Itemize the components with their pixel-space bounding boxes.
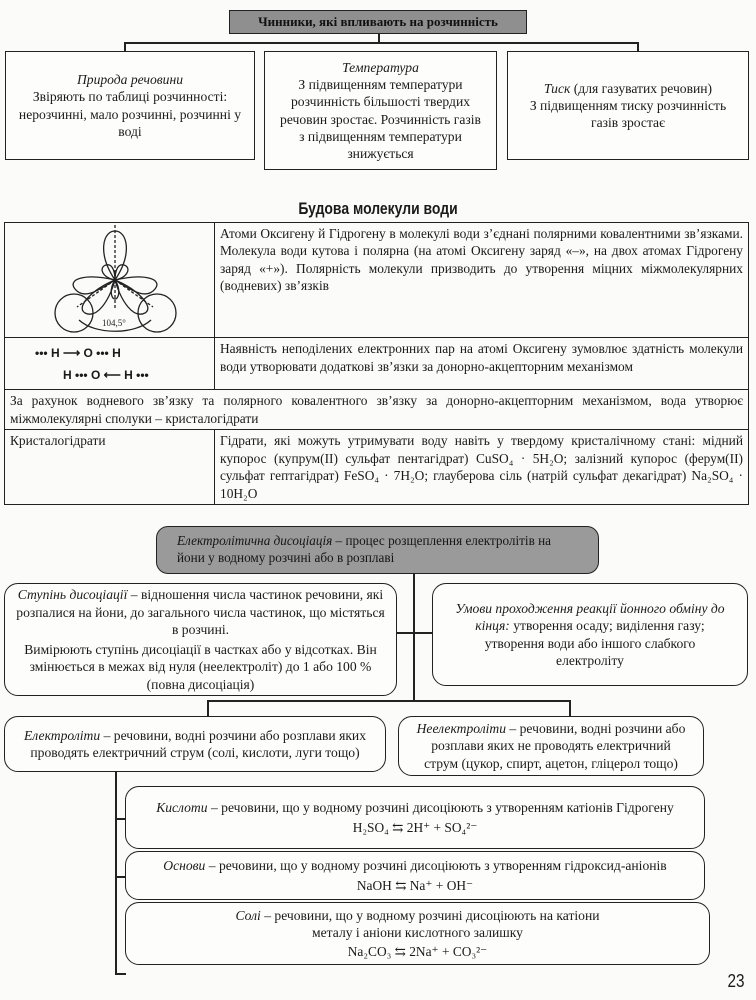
bases-text: – речовини, що у водному розчині дисоціюють з утворенням гідроксид-аніонів	[205, 858, 667, 874]
factor-text: З підвищенням тиску розчинність газів зростає	[529, 97, 727, 131]
page-number: 23	[727, 971, 745, 991]
water-structure-table	[4, 222, 749, 505]
hbond-diagram-cell	[5, 338, 215, 390]
factor-text: Звіряють по таблиці розчинності: нерозчинні, мало розчинні, розчинні у воді	[18, 89, 242, 139]
connector	[396, 632, 432, 634]
nonelectrolytes-box	[398, 716, 704, 776]
table-row	[5, 390, 749, 430]
connector	[378, 34, 380, 42]
factor-nature-box	[5, 51, 255, 160]
factor-heading: Температура	[342, 59, 419, 75]
connector	[207, 700, 570, 702]
connector	[207, 700, 209, 717]
connector	[413, 574, 415, 700]
bases-equation: NaOH ⇆ Na⁺ + OH⁻	[356, 877, 474, 893]
electrolytes-term: Електроліти	[23, 727, 101, 743]
salts-text: – речовини, що у водному розчині дисоціюють на катіони металу і аніони кислотного залишку	[260, 907, 600, 940]
degree-term: Ступінь дисоціації	[17, 587, 128, 603]
bases-term: Основи	[163, 858, 206, 874]
nonelectrolytes-text: – речовини, водні розчини або розплави яких не проводять електричний струм (цукор, спирт, ацетон, гліцерол тощо)	[424, 721, 686, 771]
solubility-title-text: Чинники, які впливають на розчинність	[258, 13, 498, 29]
factor-heading: Природа речовини	[76, 72, 184, 87]
table-row	[5, 223, 749, 338]
salts-box	[125, 902, 710, 965]
electrolytes-box	[4, 716, 386, 772]
dissociation-definition-box	[156, 526, 599, 574]
acids-box	[125, 786, 705, 849]
polarity-text-cell: Атоми Оксигену й Гідрогену в молекулі води з’єднані полярними ковалентними зв’язками. Молекула води кутова і полярна (на атомі Оксигену заряд «–», на двох атомах Гідрогену заряд «+»). Полярність молекули призводить до утворення міцних міжмолекулярних (водневих) зв’язків	[215, 223, 749, 338]
crystallohydrate-intro-cell: За рахунок водневого зв’язку та полярного ковалентного зв’язку за донорно-акцепторним механізмом, вода утворює міжмолекулярні сполуки – кристалогідрати	[5, 390, 749, 430]
solubility-title	[229, 10, 527, 34]
nonelectrolytes-term: Неелектроліти	[416, 721, 507, 737]
bases-box	[125, 851, 705, 900]
connector	[124, 42, 126, 51]
factor-temperature-box	[264, 51, 497, 170]
connector	[124, 42, 638, 44]
connector	[115, 772, 117, 974]
acids-equation: H₂SO₄ ⇆ 2H⁺ + SO₄²⁻	[352, 819, 478, 835]
svg-text:104,5°: 104,5°	[102, 318, 126, 328]
orbital-diagram-cell	[5, 223, 215, 338]
dissociation-degree-box	[4, 583, 397, 696]
salts-term: Солі	[235, 907, 261, 923]
salts-equation: Na₂CO₃ ⇆ 2Na⁺ + CO₃²⁻	[347, 944, 488, 960]
electrolytes-text: – речовини, водні розчини або розплави яких проводять електричний струм (солі, кислоти, луги тощо)	[30, 727, 366, 760]
hbond-row-2: H ••• O ⟵ H •••	[63, 368, 149, 383]
hbond-row-1: ••• H ⟶ O ••• H	[35, 346, 121, 361]
degree-text: – відношення числа частинок речовини, які розпалися на йони, до загального числа частинок, що містяться в розчині.	[16, 587, 385, 637]
conditions-term: Умови проходження реакції йонного обміну до кінця:	[455, 601, 725, 634]
crystallohydrate-text-cell: Гідрати, які можуть утримувати воду навіть у твердому кристалічному стані: мідний купорос (купрум(II) сульфат пентагідрат) CuSO₄ · 5H₂O; залізний купорос (ферум(II) сульфат гептагідрат) FeSO₄ · 7H₂O; глауберова сіль (натрій сульфат декагідрат) Na₂SO₄ · 10H₂O	[215, 430, 749, 505]
degree-text-2: Вимірюють ступінь дисоціації в частках або у відсотках. Він змінюється в межах від нуля (неелектроліт) до 1 або 100 % (повна дисоціація)	[24, 642, 377, 692]
factor-pressure-box	[507, 51, 749, 160]
connector	[569, 700, 571, 717]
dissociation-term: Електролітична дисоціація	[177, 533, 333, 549]
conditions-text: утворення осаду; виділення газу; утворення води або іншого слабкого електроліту	[484, 618, 705, 668]
table-row	[5, 430, 749, 505]
crystallohydrate-label-cell: Кристалогідрати	[5, 430, 215, 505]
water-structure-title: Будова молекули води	[298, 199, 458, 218]
acids-term: Кислоти	[156, 800, 208, 816]
table-row	[5, 338, 749, 390]
ion-exchange-conditions-box	[432, 583, 748, 686]
donor-acceptor-text-cell: Наявність неподілених електронних пар на атомі Оксигену зумовлює здатність молекули води утворювати додаткові зв’язки за донорно-акцепторним механізмом	[215, 338, 749, 390]
connector	[637, 42, 639, 51]
factor-text: З підвищенням температури розчинність більшості твердих речовин зростає. Розчинність газів з підвищенням температури знижується	[280, 77, 481, 161]
connector	[115, 973, 126, 975]
acids-text: – речовини, що у водному розчині дисоціюють з утворенням катіонів Гідрогену	[207, 800, 674, 816]
factor-heading-suffix: (для газуватих речовин)	[570, 80, 713, 96]
factor-heading: Тиск	[543, 80, 571, 96]
dissociation-definition: – процес розщеплення електролітів на йони у водному розчині або в розплаві	[177, 533, 552, 565]
water-orbital-diagram-icon	[5, 223, 214, 333]
